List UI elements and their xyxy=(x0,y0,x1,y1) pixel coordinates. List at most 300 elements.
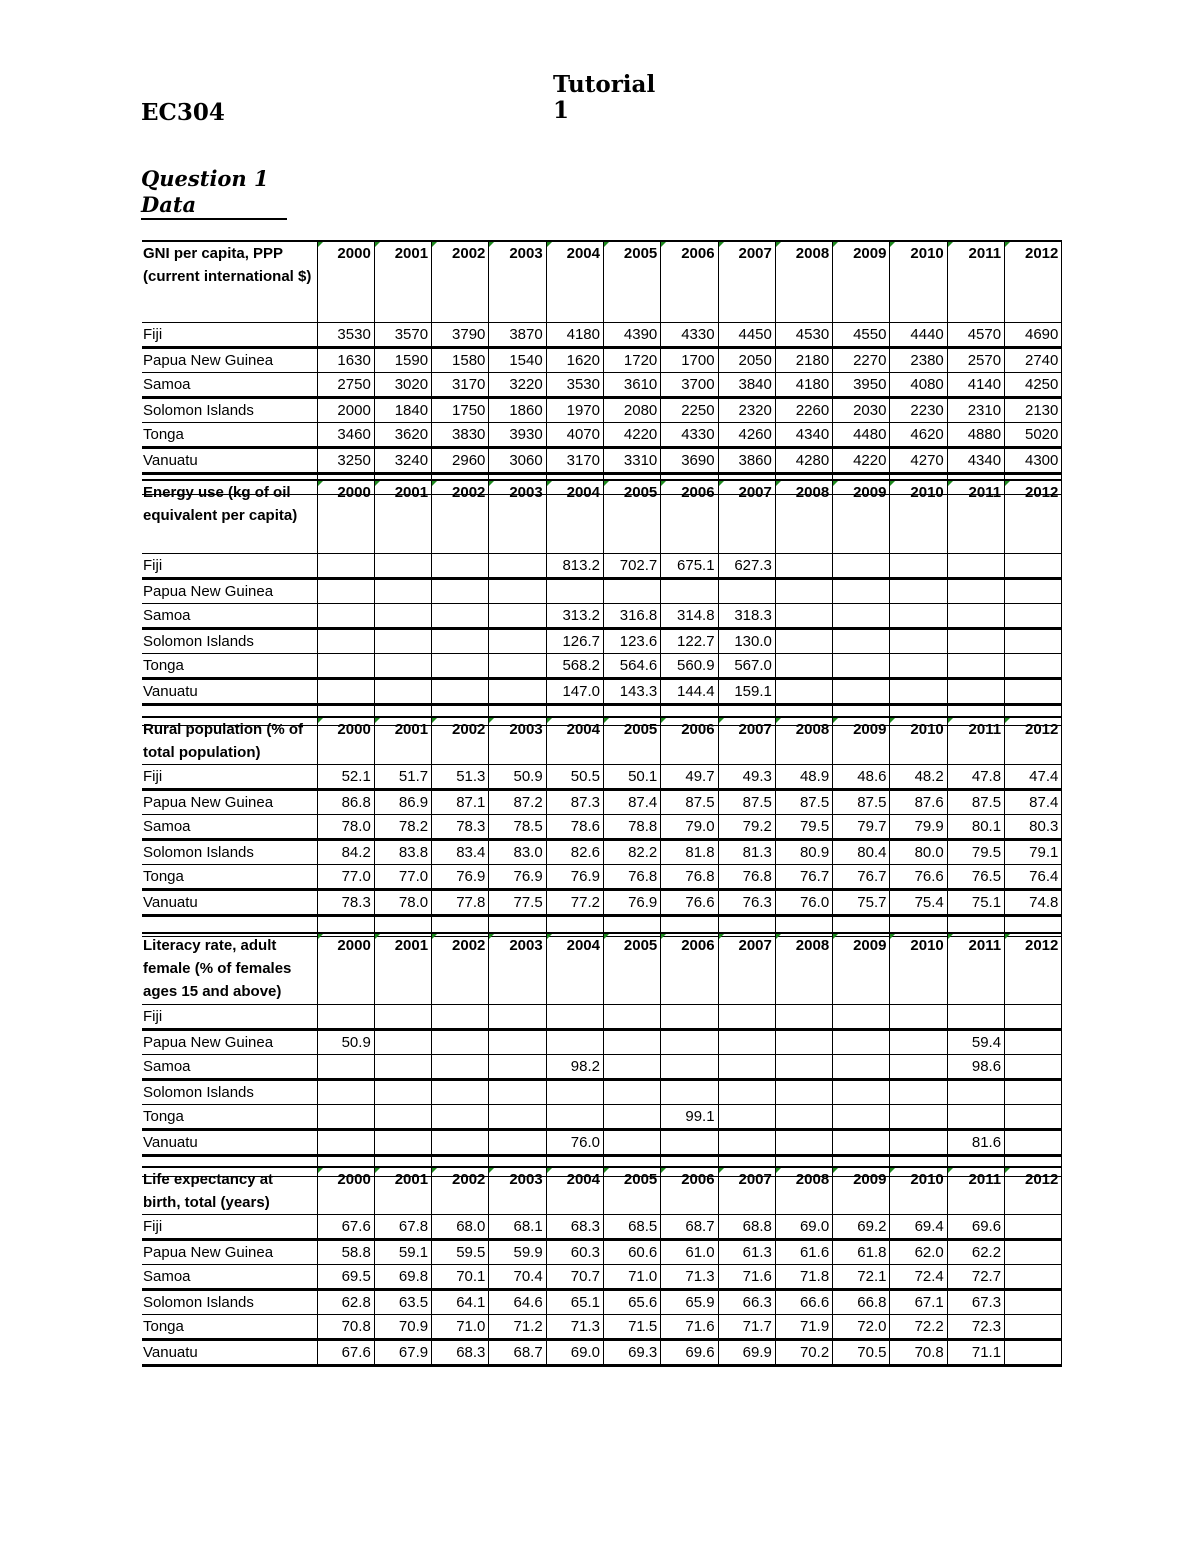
year-header: 2005 xyxy=(603,717,660,765)
data-cell: 59.1 xyxy=(374,1240,431,1265)
year-header: 2010 xyxy=(890,933,947,1005)
data-cell: 86.9 xyxy=(374,790,431,815)
data-cell: 83.8 xyxy=(374,840,431,865)
data-cell: 61.8 xyxy=(833,1240,890,1265)
data-cell xyxy=(947,554,1004,579)
country-name: Fiji xyxy=(142,1005,317,1030)
data-cell: 69.6 xyxy=(661,1340,718,1366)
table-row xyxy=(142,1130,1062,1156)
data-cell xyxy=(947,1005,1004,1030)
data-cell: 81.3 xyxy=(718,840,775,865)
data-cell xyxy=(489,679,546,705)
data-cell: 3240 xyxy=(374,448,431,474)
data-cell xyxy=(890,1105,947,1130)
data-cell: 568.2 xyxy=(546,654,603,679)
data-cell xyxy=(374,1080,431,1105)
data-cell xyxy=(718,579,775,604)
year-header: 2001 xyxy=(374,1167,431,1215)
data-cell: 4220 xyxy=(603,423,660,448)
data-cell: 65.9 xyxy=(661,1290,718,1315)
data-cell: 4250 xyxy=(1005,373,1062,398)
data-cell: 3860 xyxy=(718,448,775,474)
data-cell: 76.6 xyxy=(661,890,718,916)
year-header: 2008 xyxy=(775,717,832,765)
table-row xyxy=(142,1215,1062,1240)
data-cell: 67.9 xyxy=(374,1340,431,1366)
data-cell: 1540 xyxy=(489,348,546,373)
data-cell: 3690 xyxy=(661,448,718,474)
data-cell: 63.5 xyxy=(374,1290,431,1315)
data-cell: 50.1 xyxy=(603,765,660,790)
life-header-row xyxy=(142,1167,1062,1215)
data-cell: 3220 xyxy=(489,373,546,398)
data-cell xyxy=(489,629,546,654)
data-cell: 2310 xyxy=(947,398,1004,423)
year-header: 2002 xyxy=(432,480,489,554)
year-header: 2001 xyxy=(374,241,431,323)
data-cell: 87.5 xyxy=(833,790,890,815)
course-code: EC304 xyxy=(141,99,225,126)
data-cell: 675.1 xyxy=(661,554,718,579)
data-cell: 3020 xyxy=(374,373,431,398)
data-cell xyxy=(833,1080,890,1105)
energy-header-row xyxy=(142,480,1062,554)
year-header: 2003 xyxy=(489,933,546,1005)
table-row xyxy=(142,1055,1062,1080)
data-cell: 48.6 xyxy=(833,765,890,790)
data-cell xyxy=(1005,1030,1062,1055)
data-cell xyxy=(718,1105,775,1130)
data-cell xyxy=(833,1005,890,1030)
data-cell: 87.5 xyxy=(775,790,832,815)
data-cell: 3790 xyxy=(432,323,489,348)
table-row xyxy=(142,348,1062,373)
tutorial-title-line1: Tutorial xyxy=(553,71,656,98)
data-cell: 71.1 xyxy=(947,1340,1004,1366)
data-cell xyxy=(317,1005,374,1030)
data-cell: 4070 xyxy=(546,423,603,448)
year-header: 2003 xyxy=(489,241,546,323)
table-row xyxy=(142,890,1062,916)
data-cell: 2750 xyxy=(317,373,374,398)
table-row xyxy=(142,398,1062,423)
year-header: 2011 xyxy=(947,241,1004,323)
life-indicator-title: Life expectancy at birth, total (years) xyxy=(142,1167,317,1215)
data-cell: 64.6 xyxy=(489,1290,546,1315)
data-cell: 70.8 xyxy=(890,1340,947,1366)
year-header: 2005 xyxy=(603,480,660,554)
data-cell xyxy=(775,1105,832,1130)
year-header: 2003 xyxy=(489,1167,546,1215)
country-name: Vanuatu xyxy=(142,890,317,916)
country-name: Papua New Guinea xyxy=(142,1030,317,1055)
data-cell: 66.6 xyxy=(775,1290,832,1315)
data-cell xyxy=(489,1130,546,1156)
country-name: Solomon Islands xyxy=(142,629,317,654)
data-cell xyxy=(317,1055,374,1080)
data-cell: 4270 xyxy=(890,448,947,474)
data-cell xyxy=(317,579,374,604)
data-cell xyxy=(546,1105,603,1130)
table-row xyxy=(142,815,1062,840)
data-cell xyxy=(1005,679,1062,705)
year-header: 2002 xyxy=(432,241,489,323)
country-name: Samoa xyxy=(142,373,317,398)
data-cell: 86.8 xyxy=(317,790,374,815)
data-cell: 87.2 xyxy=(489,790,546,815)
data-cell xyxy=(1005,654,1062,679)
data-cell xyxy=(317,1105,374,1130)
data-cell xyxy=(489,1105,546,1130)
data-cell xyxy=(890,679,947,705)
data-cell: 159.1 xyxy=(718,679,775,705)
data-cell xyxy=(833,554,890,579)
data-cell: 72.0 xyxy=(833,1315,890,1340)
gni-indicator-title: GNI per capita, PPP (current international $) xyxy=(142,241,317,323)
data-cell xyxy=(661,579,718,604)
year-header: 2003 xyxy=(489,717,546,765)
data-cell: 61.3 xyxy=(718,1240,775,1265)
literacy-table xyxy=(142,932,1062,1177)
data-cell xyxy=(546,1030,603,1055)
data-cell xyxy=(890,1055,947,1080)
data-cell xyxy=(775,1030,832,1055)
data-cell xyxy=(374,654,431,679)
data-cell: 4340 xyxy=(775,423,832,448)
data-cell xyxy=(1005,1315,1062,1340)
question-heading-line1: Question 1 xyxy=(141,166,269,191)
tutorial-title xyxy=(553,72,655,124)
gni-table xyxy=(142,240,1062,495)
data-cell: 560.9 xyxy=(661,654,718,679)
data-cell xyxy=(374,604,431,629)
data-cell: 75.1 xyxy=(947,890,1004,916)
data-cell xyxy=(1005,604,1062,629)
country-name: Tonga xyxy=(142,654,317,679)
data-cell xyxy=(603,1055,660,1080)
data-cell: 52.1 xyxy=(317,765,374,790)
data-cell: 50.9 xyxy=(489,765,546,790)
data-cell: 69.6 xyxy=(947,1215,1004,1240)
data-cell xyxy=(718,1130,775,1156)
data-cell: 72.7 xyxy=(947,1265,1004,1290)
data-cell: 1590 xyxy=(374,348,431,373)
data-cell: 69.9 xyxy=(718,1340,775,1366)
data-cell xyxy=(603,1005,660,1030)
data-cell: 84.2 xyxy=(317,840,374,865)
data-cell: 71.7 xyxy=(718,1315,775,1340)
data-cell: 69.5 xyxy=(317,1265,374,1290)
data-cell xyxy=(1005,1215,1062,1240)
data-cell: 4280 xyxy=(775,448,832,474)
data-cell: 4570 xyxy=(947,323,1004,348)
data-cell xyxy=(718,1030,775,1055)
data-cell xyxy=(947,629,1004,654)
data-cell: 1720 xyxy=(603,348,660,373)
year-header: 2004 xyxy=(546,1167,603,1215)
data-cell xyxy=(317,654,374,679)
data-cell: 70.9 xyxy=(374,1315,431,1340)
data-cell: 87.3 xyxy=(546,790,603,815)
data-cell: 74.8 xyxy=(1005,890,1062,916)
data-cell: 2250 xyxy=(661,398,718,423)
data-cell: 82.6 xyxy=(546,840,603,865)
data-cell: 78.0 xyxy=(317,815,374,840)
data-cell: 66.8 xyxy=(833,1290,890,1315)
data-cell: 77.2 xyxy=(546,890,603,916)
data-cell: 4620 xyxy=(890,423,947,448)
data-cell: 71.0 xyxy=(603,1265,660,1290)
country-name: Samoa xyxy=(142,1265,317,1290)
year-header: 2010 xyxy=(890,1167,947,1215)
year-header: 2006 xyxy=(661,480,718,554)
data-cell: 79.1 xyxy=(1005,840,1062,865)
data-cell: 2320 xyxy=(718,398,775,423)
country-name: Vanuatu xyxy=(142,448,317,474)
data-cell: 67.6 xyxy=(317,1215,374,1240)
data-cell: 5020 xyxy=(1005,423,1062,448)
data-cell: 4690 xyxy=(1005,323,1062,348)
data-cell xyxy=(775,1005,832,1030)
data-cell: 3840 xyxy=(718,373,775,398)
data-cell: 67.1 xyxy=(890,1290,947,1315)
year-header: 2000 xyxy=(317,1167,374,1215)
country-name: Papua New Guinea xyxy=(142,790,317,815)
data-cell: 2030 xyxy=(833,398,890,423)
data-cell: 75.7 xyxy=(833,890,890,916)
data-cell: 72.3 xyxy=(947,1315,1004,1340)
data-cell: 79.0 xyxy=(661,815,718,840)
data-cell: 64.1 xyxy=(432,1290,489,1315)
table-row xyxy=(142,1240,1062,1265)
data-cell: 61.6 xyxy=(775,1240,832,1265)
data-cell xyxy=(374,1005,431,1030)
rural-header-row xyxy=(142,717,1062,765)
data-cell xyxy=(432,1080,489,1105)
data-cell: 1630 xyxy=(317,348,374,373)
data-cell xyxy=(374,1055,431,1080)
year-header: 2002 xyxy=(432,717,489,765)
table-row xyxy=(142,323,1062,348)
data-cell: 87.5 xyxy=(661,790,718,815)
country-name: Tonga xyxy=(142,423,317,448)
country-name: Tonga xyxy=(142,865,317,890)
data-cell: 78.6 xyxy=(546,815,603,840)
data-cell xyxy=(775,1130,832,1156)
data-cell xyxy=(603,1080,660,1105)
data-cell: 81.8 xyxy=(661,840,718,865)
data-cell: 4530 xyxy=(775,323,832,348)
year-header: 2007 xyxy=(718,933,775,1005)
table-row xyxy=(142,1030,1062,1055)
data-cell: 76.4 xyxy=(1005,865,1062,890)
data-cell: 68.5 xyxy=(603,1215,660,1240)
year-header: 2000 xyxy=(317,241,374,323)
year-header: 2005 xyxy=(603,1167,660,1215)
country-name: Fiji xyxy=(142,1215,317,1240)
data-cell xyxy=(603,1105,660,1130)
table-row xyxy=(142,448,1062,474)
data-cell: 4080 xyxy=(890,373,947,398)
data-cell xyxy=(1005,1290,1062,1315)
data-cell: 81.6 xyxy=(947,1130,1004,1156)
year-header: 2012 xyxy=(1005,717,1062,765)
data-cell xyxy=(833,1105,890,1130)
data-cell xyxy=(546,1080,603,1105)
data-cell: 68.3 xyxy=(546,1215,603,1240)
table-row xyxy=(142,1265,1062,1290)
data-cell: 87.4 xyxy=(1005,790,1062,815)
data-cell xyxy=(833,679,890,705)
data-cell: 47.8 xyxy=(947,765,1004,790)
data-cell: 68.8 xyxy=(718,1215,775,1240)
country-name: Solomon Islands xyxy=(142,398,317,423)
data-cell: 3870 xyxy=(489,323,546,348)
data-cell: 3530 xyxy=(317,323,374,348)
data-cell xyxy=(1005,1240,1062,1265)
table-row xyxy=(142,765,1062,790)
data-cell: 2180 xyxy=(775,348,832,373)
data-cell: 72.4 xyxy=(890,1265,947,1290)
data-cell: 702.7 xyxy=(603,554,660,579)
data-cell xyxy=(775,579,832,604)
data-cell: 76.7 xyxy=(775,865,832,890)
year-header: 2004 xyxy=(546,717,603,765)
data-cell xyxy=(432,604,489,629)
data-cell: 143.3 xyxy=(603,679,660,705)
table-row xyxy=(142,654,1062,679)
data-cell xyxy=(603,579,660,604)
data-cell: 4300 xyxy=(1005,448,1062,474)
data-cell: 1580 xyxy=(432,348,489,373)
table-row xyxy=(142,865,1062,890)
data-cell: 130.0 xyxy=(718,629,775,654)
year-header: 2012 xyxy=(1005,933,1062,1005)
year-header: 2009 xyxy=(833,933,890,1005)
data-cell xyxy=(489,1055,546,1080)
data-cell: 76.9 xyxy=(489,865,546,890)
data-cell xyxy=(890,1005,947,1030)
country-name: Vanuatu xyxy=(142,1340,317,1366)
data-cell xyxy=(1005,1055,1062,1080)
data-cell: 4880 xyxy=(947,423,1004,448)
data-cell: 1970 xyxy=(546,398,603,423)
data-cell: 65.6 xyxy=(603,1290,660,1315)
data-cell: 144.4 xyxy=(661,679,718,705)
data-cell xyxy=(947,579,1004,604)
data-cell xyxy=(374,579,431,604)
question-heading xyxy=(141,166,287,220)
data-cell xyxy=(661,1055,718,1080)
data-cell: 59.5 xyxy=(432,1240,489,1265)
year-header: 2004 xyxy=(546,933,603,1005)
data-cell xyxy=(489,554,546,579)
data-cell xyxy=(374,679,431,705)
data-cell xyxy=(1005,629,1062,654)
data-cell xyxy=(317,679,374,705)
year-header: 2001 xyxy=(374,933,431,1005)
data-cell: 567.0 xyxy=(718,654,775,679)
life-table xyxy=(142,1166,1062,1367)
data-cell xyxy=(432,679,489,705)
year-header: 2007 xyxy=(718,717,775,765)
country-name: Samoa xyxy=(142,1055,317,1080)
data-cell: 59.9 xyxy=(489,1240,546,1265)
gni-header-row xyxy=(142,241,1062,323)
data-cell xyxy=(661,1130,718,1156)
data-cell: 4440 xyxy=(890,323,947,348)
data-cell: 83.4 xyxy=(432,840,489,865)
data-cell: 49.7 xyxy=(661,765,718,790)
data-cell: 69.3 xyxy=(603,1340,660,1366)
data-cell: 99.1 xyxy=(661,1105,718,1130)
data-cell: 98.2 xyxy=(546,1055,603,1080)
data-cell: 78.8 xyxy=(603,815,660,840)
year-header: 2006 xyxy=(661,717,718,765)
data-cell: 69.0 xyxy=(775,1215,832,1240)
data-cell: 87.1 xyxy=(432,790,489,815)
data-cell xyxy=(890,1030,947,1055)
data-cell: 51.3 xyxy=(432,765,489,790)
data-cell: 2270 xyxy=(833,348,890,373)
data-cell: 60.3 xyxy=(546,1240,603,1265)
data-cell: 62.0 xyxy=(890,1240,947,1265)
data-cell: 1750 xyxy=(432,398,489,423)
data-cell xyxy=(432,554,489,579)
data-cell: 3250 xyxy=(317,448,374,474)
data-cell: 62.8 xyxy=(317,1290,374,1315)
data-cell: 3460 xyxy=(317,423,374,448)
data-cell: 76.9 xyxy=(603,890,660,916)
data-cell: 67.8 xyxy=(374,1215,431,1240)
data-cell: 82.2 xyxy=(603,840,660,865)
data-cell: 318.3 xyxy=(718,604,775,629)
data-cell: 71.2 xyxy=(489,1315,546,1340)
data-cell xyxy=(890,1130,947,1156)
year-header: 2000 xyxy=(317,717,374,765)
data-cell xyxy=(775,629,832,654)
year-header: 2011 xyxy=(947,1167,1004,1215)
table-row xyxy=(142,1340,1062,1366)
table-row xyxy=(142,579,1062,604)
data-cell: 1840 xyxy=(374,398,431,423)
data-cell: 3930 xyxy=(489,423,546,448)
data-cell xyxy=(317,1130,374,1156)
data-cell: 3530 xyxy=(546,373,603,398)
table-row xyxy=(142,1080,1062,1105)
data-cell: 3570 xyxy=(374,323,431,348)
country-name: Papua New Guinea xyxy=(142,1240,317,1265)
data-cell: 4140 xyxy=(947,373,1004,398)
country-name: Samoa xyxy=(142,815,317,840)
data-cell: 69.8 xyxy=(374,1265,431,1290)
data-cell: 1700 xyxy=(661,348,718,373)
data-cell xyxy=(432,1105,489,1130)
data-cell: 68.7 xyxy=(661,1215,718,1240)
data-cell: 3170 xyxy=(546,448,603,474)
data-cell: 2570 xyxy=(947,348,1004,373)
data-cell: 564.6 xyxy=(603,654,660,679)
data-cell xyxy=(1005,1005,1062,1030)
data-cell xyxy=(947,1105,1004,1130)
data-cell: 78.5 xyxy=(489,815,546,840)
rural-table xyxy=(142,716,1062,937)
year-header: 2006 xyxy=(661,241,718,323)
data-cell: 76.8 xyxy=(603,865,660,890)
data-cell: 68.3 xyxy=(432,1340,489,1366)
data-cell: 77.5 xyxy=(489,890,546,916)
country-name: Solomon Islands xyxy=(142,1290,317,1315)
